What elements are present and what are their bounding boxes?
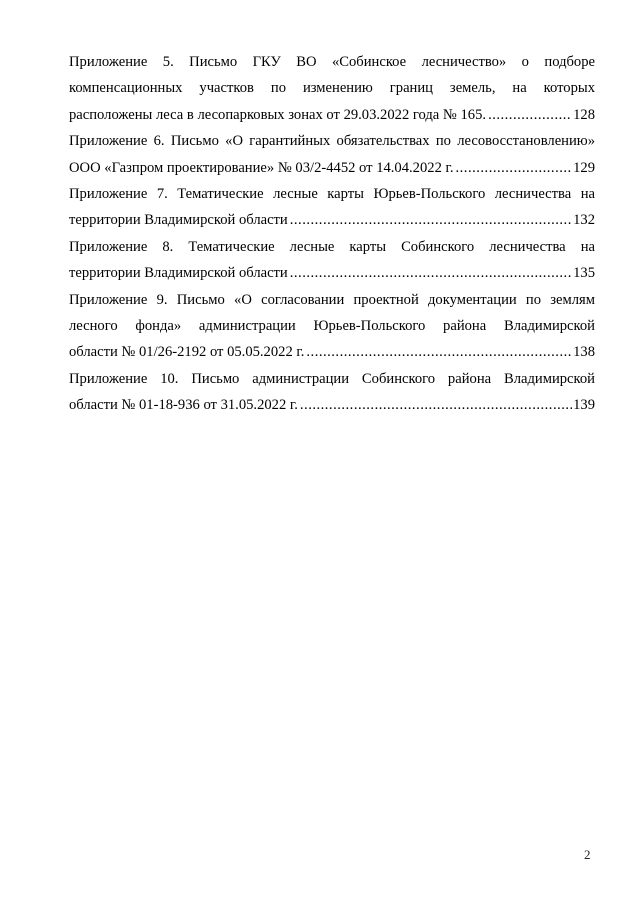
toc-entry-last-line xyxy=(69,339,595,365)
toc-entry-last-line xyxy=(69,392,595,418)
toc-entry-text-line: Приложение 5. Письмо ГКУ ВО «Собинское лесничество» о подборе xyxy=(69,54,595,70)
toc-entry-appendix-10[interactable] xyxy=(69,366,595,419)
dot-leader xyxy=(290,260,572,286)
toc-entry-text: расположены леса в лесопарковых зонах от 29.03.2022 года № 165. xyxy=(69,106,487,123)
toc-entry-text-line: Приложение 7. Тематические лесные карты Юрьев-Польского лесничества на xyxy=(69,185,595,202)
toc-entry-last-line xyxy=(69,207,595,233)
toc-page-number: 138 xyxy=(573,344,595,361)
toc-entry-appendix-6[interactable] xyxy=(69,128,595,181)
dot-leader xyxy=(290,207,572,233)
dot-leader xyxy=(306,339,572,365)
toc-entry-last-line xyxy=(69,102,595,128)
table-of-contents xyxy=(69,49,595,418)
toc-entry-last-line xyxy=(69,260,595,286)
toc-entry-appendix-9[interactable] xyxy=(69,287,595,366)
toc-entry-text: области № 01-18-936 от 31.05.2022 г. xyxy=(69,397,298,414)
toc-entry-text: территории Владимирской области xyxy=(69,265,288,282)
toc-entry-appendix-8[interactable] xyxy=(69,234,595,287)
toc-page-number: 132 xyxy=(573,212,595,229)
toc-page-number: 129 xyxy=(573,159,595,176)
toc-entry-text-line: компенсационных участков по изменению границ земель, на которых xyxy=(69,80,595,97)
toc-entry-text: ООО «Газпром проектирование» № 03/2-4452 от 14.04.2022 г. xyxy=(69,159,454,176)
dot-leader xyxy=(300,392,572,418)
toc-entry-appendix-7[interactable] xyxy=(69,181,595,234)
dot-leader xyxy=(488,102,572,128)
toc-entry-text-line: Приложение 10. Письмо администрации Собинского района Владимирской xyxy=(69,370,595,387)
toc-page-number: 128 xyxy=(573,106,595,123)
toc-page-number: 139 xyxy=(573,397,595,414)
toc-entry-text-line: Приложение 6. Письмо «О гарантийных обязательствах по лесовосстановлению» xyxy=(69,133,595,150)
toc-entry-last-line xyxy=(69,155,595,181)
dot-leader xyxy=(456,155,573,181)
toc-entry-text-line: Приложение 8. Тематические лесные карты Собинского лесничества на xyxy=(69,238,595,255)
toc-entry-text-line: Приложение 9. Письмо «О согласовании проектной документации по землям xyxy=(69,291,595,308)
page-number: 2 xyxy=(584,847,591,862)
toc-page-number: 135 xyxy=(573,265,595,282)
toc-entry-text: области № 01/26-2192 от 05.05.2022 г. xyxy=(69,344,305,361)
toc-entry-text-line: лесного фонда» администрации Юрьев-Польского района Владимирской xyxy=(69,317,595,334)
toc-entry-appendix-5[interactable] xyxy=(69,49,595,128)
toc-entry-text: территории Владимирской области xyxy=(69,212,288,229)
